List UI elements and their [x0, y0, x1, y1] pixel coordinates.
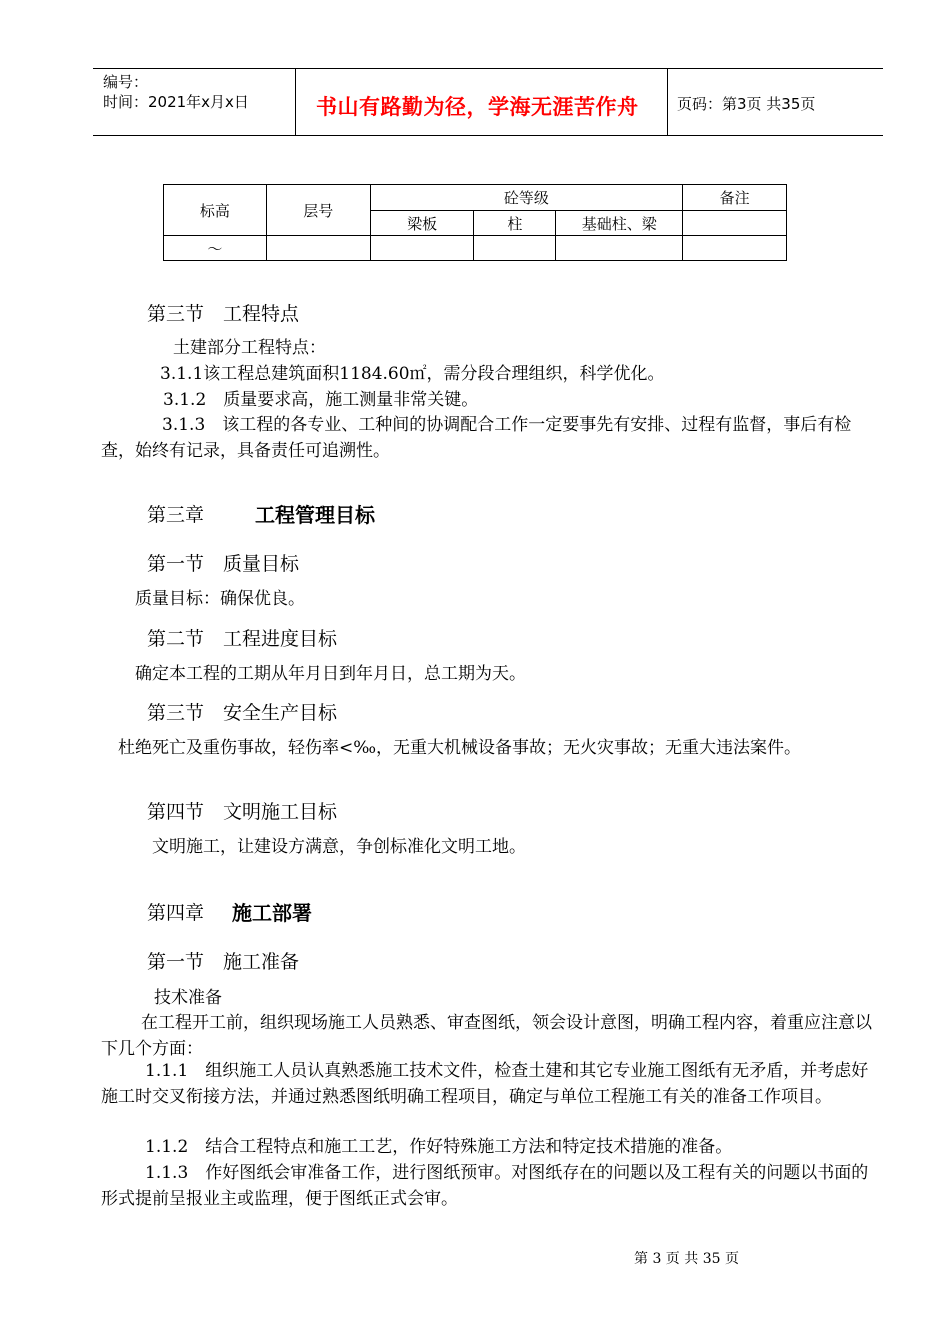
header-divider-left	[295, 68, 296, 136]
header-divider-right	[667, 68, 668, 136]
header-bottom-rule	[93, 135, 883, 136]
table-cell	[370, 236, 474, 261]
chapter-3-section-3-body: 杜绝死亡及重伤事故，轻伤率<‰，无重大机械设备事故；无火灾事故；无重大违法案件。	[118, 738, 802, 758]
chapter-4-intro: 在工程开工前，组织现场施工人员熟悉、审查图纸，领会设计意图，明确工程内容，着重应注意以下几个方面：	[101, 1013, 872, 1059]
section-3-item-3: 3.1.3 该工程的各专业、工种间的协调配合工作一定要事先有安排、过程有监督，事后有检查，始终有记录，具备责任可追溯性。	[101, 415, 852, 461]
section-3-title: 第三节 工程特点	[147, 303, 300, 325]
table-cell	[683, 211, 787, 236]
chapter-3-section-4-title: 第四节 文明施工目标	[147, 801, 338, 823]
chapter-4-item-1: 1.1.1 组织施工人员认真熟悉施工技术文件，检查土建和其它专业施工图纸有无矛盾，并考虑好施工时交叉衔接方法，并通过熟悉图纸明确工程项目，确定与单位工程施工有关的准备工作项目。	[101, 1061, 869, 1107]
section-3-item-2: 3.1.2 质量要求高，施工测量非常关键。	[163, 390, 479, 410]
header-page-label: 页码：第3页 共35页	[677, 95, 816, 113]
chapter-4-item-3: 1.1.3 作好图纸会审准备工作，进行图纸预审。对图纸存在的问题以及工程有关的问题以书面的形式提前呈报业主或监理，便于图纸正式会审。	[101, 1163, 869, 1209]
header-concrete-grade: 砼等级	[370, 185, 683, 211]
subheader-column: 柱	[474, 211, 556, 236]
technical-preparation-heading: 技术准备	[154, 988, 222, 1008]
chapter-3-section-2-title: 第二节 工程进度目标	[147, 628, 338, 650]
table-row	[164, 236, 787, 261]
table-cell	[556, 236, 683, 261]
chapter-3-section-1-body: 质量目标：确保优良。	[135, 589, 305, 609]
chapter-3-section-3-title: 第三节 安全生产目标	[147, 702, 338, 724]
header-motto: 书山有路勤为径，学海无涯苦作舟	[316, 95, 639, 119]
header-elevation: 标高	[164, 185, 267, 236]
table-cell	[266, 236, 370, 261]
table-cell	[474, 236, 556, 261]
table-cell	[683, 236, 787, 261]
doc-number-label: 编号：	[103, 73, 149, 91]
chapter-4-title: 施工部署	[232, 901, 312, 925]
section-3-item-1: 3.1.1该工程总建筑面积1184.60㎡，需分段合理组织，科学优化。	[160, 364, 665, 384]
table-cell-elevation: ～	[164, 236, 267, 261]
concrete-grade-table	[163, 184, 787, 261]
header-top-rule	[93, 68, 883, 69]
subheader-slab: 梁板	[370, 211, 474, 236]
header-floor: 层号	[266, 185, 370, 236]
page-footer: 第 3 页 共 35 页	[634, 1251, 739, 1267]
chapter-3-section-4-body: 文明施工，让建设方满意，争创标准化文明工地。	[152, 837, 526, 857]
subheader-foundation: 基础柱、梁	[556, 211, 683, 236]
chapter-3-label: 第三章	[147, 504, 205, 526]
chapter-4-section-1-title: 第一节 施工准备	[147, 951, 300, 973]
chapter-3-title: 工程管理目标	[255, 503, 375, 527]
chapter-3-section-1-title: 第一节 质量目标	[147, 553, 300, 575]
section-3-intro: 土建部分工程特点：	[173, 338, 326, 358]
chapter-3-section-2-body: 确定本工程的工期从年月日到年月日，总工期为天。	[135, 664, 526, 684]
chapter-4-label: 第四章	[147, 902, 205, 924]
header-remark: 备注	[683, 185, 787, 211]
chapter-4-item-2: 1.1.2 结合工程特点和施工工艺，作好特殊施工方法和特定技术措施的准备。	[145, 1137, 733, 1157]
doc-time-label: 时间：2021年x月x日	[103, 93, 249, 111]
